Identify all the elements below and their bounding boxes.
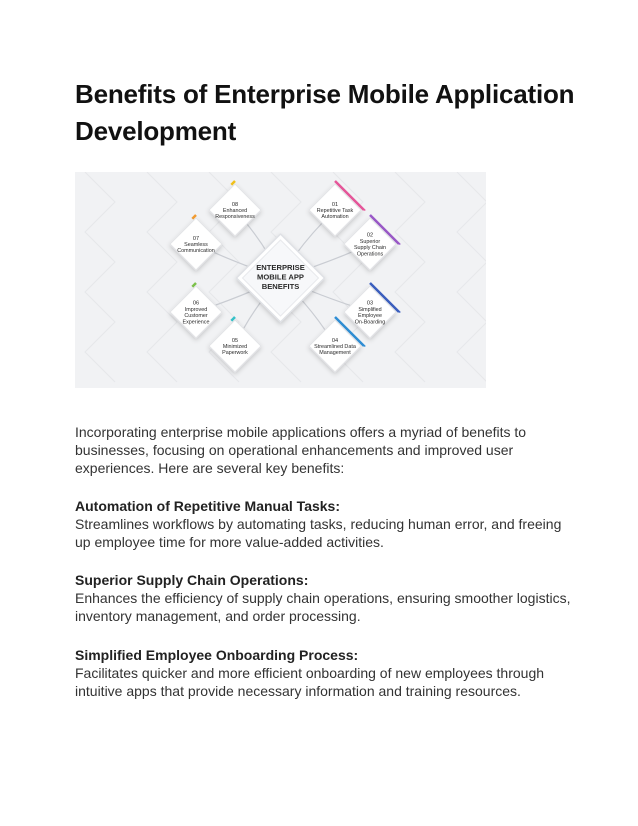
node-number: 03	[366, 300, 374, 307]
benefit-body-1: Streamlines workflows by automating tasks, reducing human error, and freeing up employee time for more value-added activities.	[75, 516, 562, 550]
node-number: 08	[231, 201, 239, 208]
node-label-line: Minimized	[222, 344, 248, 350]
node-label-line: Supply Chain	[353, 245, 387, 252]
center-label-line: MOBILE APP	[257, 272, 304, 282]
node-label-line: Simplified	[358, 306, 382, 313]
center-label-line: ENTERPRISE	[256, 263, 305, 272]
node-label-line: Enhanced	[222, 208, 248, 214]
node-label-line: Operations	[356, 251, 384, 258]
node-label-line: Experience	[182, 319, 210, 326]
benefit-heading-2: Superior Supply Chain Operations:	[75, 572, 309, 588]
node-label-line: Repetitive Task	[316, 208, 354, 214]
benefit-node-07	[167, 215, 225, 273]
benefit-section-3	[75, 646, 575, 700]
benefit-heading-3: Simplified Employee Onboarding Process:	[75, 647, 359, 663]
node-label-line: Management	[319, 350, 351, 357]
node-label-line: Automation	[321, 214, 349, 221]
benefit-node-02	[341, 215, 399, 273]
node-number: 02	[366, 232, 374, 239]
benefit-section-1	[75, 497, 575, 551]
node-label-line: Superior	[359, 238, 381, 245]
benefit-node-05	[206, 317, 264, 375]
node-label-line: Improved	[184, 306, 208, 313]
benefit-node-08	[206, 181, 264, 239]
benefit-body-2: Enhances the efficiency of supply chain operations, ensuring smoother logistics, inventory management, and order processing.	[75, 590, 571, 624]
benefit-node-06	[167, 283, 225, 341]
diagram-center-node	[237, 234, 325, 322]
benefit-node-04	[306, 317, 364, 375]
benefit-section-2	[75, 571, 575, 625]
benefits-diagram-svg	[75, 172, 486, 388]
intro-paragraph: Incorporating enterprise mobile applications offers a myriad of benefits to businesses, focusing on operational enhancements and improved user experiences. Here are several key benefits:	[75, 424, 527, 476]
node-label-line: Paperwork	[222, 350, 248, 357]
benefit-heading-1: Automation of Repetitive Manual Tasks:	[75, 498, 340, 514]
node-number: 06	[192, 300, 200, 307]
page-title: Benefits of Enterprise Mobile Application Development	[75, 79, 575, 146]
node-label-line: Seamless	[184, 242, 208, 248]
benefit-body-3: Facilitates quicker and more efficient onboarding of new employees through intuitive apps that provide necessary information and training resources.	[75, 665, 545, 699]
node-label-line: Responsiveness	[215, 214, 255, 221]
node-number: 07	[192, 235, 200, 242]
node-label-line: Streamlined Data	[314, 344, 356, 350]
center-label-line: BENEFITS	[261, 282, 300, 291]
node-label-line: On-Boarding	[354, 319, 386, 326]
node-label-line: Customer	[184, 313, 208, 320]
node-label-line: Employee	[358, 313, 382, 320]
benefits-diagram	[75, 172, 486, 388]
node-number: 05	[231, 337, 239, 344]
node-number: 01	[331, 201, 339, 208]
node-number: 04	[331, 337, 339, 344]
node-label-line: Communication	[177, 248, 215, 255]
